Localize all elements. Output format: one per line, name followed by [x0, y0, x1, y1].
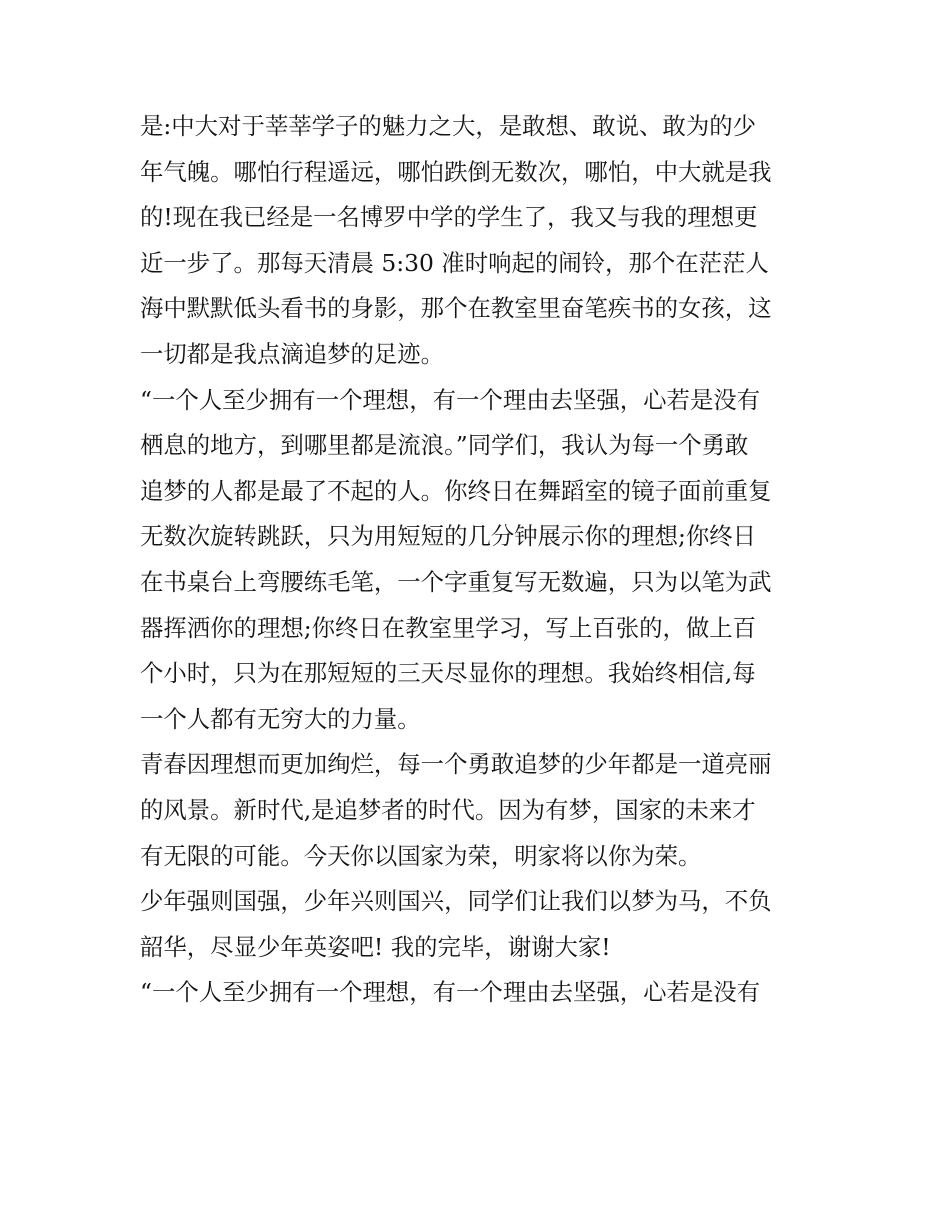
text-line: 个小时，只为在那短短的三天尽显你的理想。我始终相信,每 — [140, 659, 756, 688]
text-line: “一个人至少拥有一个理想，有一个理由去坚强，心若是没有 — [140, 978, 761, 1007]
text-line: 在书桌台上弯腰练毛笔，一个字重复写无数遍，只为以笔为武 — [140, 567, 772, 596]
text-line: 海中默默低头看书的身影，那个在教室里奋笔疾书的女孩，这 — [140, 294, 772, 323]
text-line: “一个人至少拥有一个理想，有一个理由去坚强，心若是没有 — [140, 385, 761, 414]
text-line: 少年强则国强，少年兴则国兴，同学们让我们以梦为马，不负 — [140, 887, 772, 916]
text-line: 年气魄。哪怕行程遥远，哪怕跌倒无数次，哪怕，中大就是我 — [140, 157, 772, 186]
text-line: 是:中大对于莘莘学子的魅力之大，是敢想、敢说、敢为的少 — [140, 112, 757, 140]
text-line: 无数次旋转跳跃，只为用短短的几分钟展示你的理想;你终日 — [140, 522, 757, 551]
text-line: 韶华，尽显少年英姿吧! 我的完毕，谢谢大家! — [140, 932, 611, 961]
text-line: 有无限的可能。今天你以国家为荣，明家将以你为荣。 — [140, 841, 702, 870]
document-body — [140, 104, 820, 1016]
text-line: 青春因理想而更加绚烂，每一个勇敢追梦的少年都是一道亮丽 — [140, 750, 772, 779]
text-line: 追梦的人都是最了不起的人。你终日在舞蹈室的镜子面前重复 — [140, 476, 772, 505]
text-line: 的风景。新时代,是追梦者的时代。因为有梦，国家的未来才 — [140, 795, 756, 824]
text-line: 器挥洒你的理想;你终日在教室里学习，写上百张的，做上百 — [140, 613, 757, 642]
text-line: 栖息的地方，到哪里都是流浪。”同学们，我认为每一个勇敢 — [140, 431, 749, 460]
text-line: 一切都是我点滴追梦的足迹。 — [140, 339, 445, 368]
text-line: 的!现在我已经是一名博罗中学的学生了，我又与我的理想更 — [140, 203, 758, 232]
text-line: 一个人都有无穷大的力量。 — [140, 704, 421, 733]
text-line: 近一步了。那每天清晨 5:30 准时响起的闹铃，那个在茫茫人 — [140, 248, 769, 277]
